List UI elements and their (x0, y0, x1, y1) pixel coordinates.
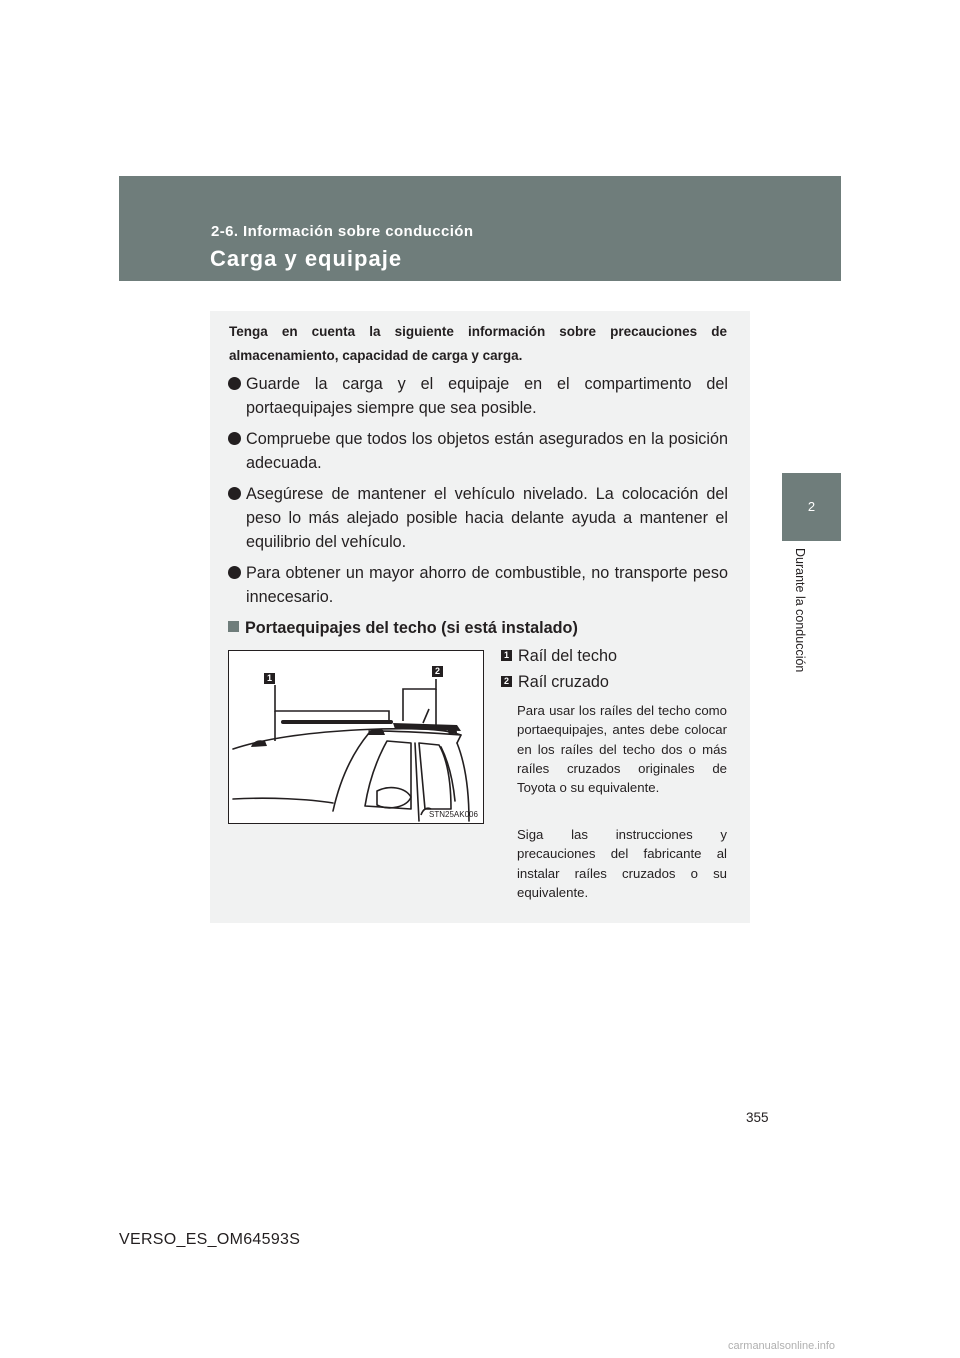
callout-label: Raíl del techo (518, 647, 617, 665)
bullet-item (228, 561, 728, 609)
callout-item (501, 644, 727, 670)
bullet-text: Para obtener un mayor ahorro de combustible, no transporte peso innecesario. (246, 564, 728, 606)
content-box (210, 311, 750, 923)
page-header (119, 176, 841, 281)
bullet-dot-icon (228, 377, 241, 390)
subheading-text: Portaequipajes del techo (si está instalado) (245, 619, 578, 637)
callout-label: Raíl cruzado (518, 673, 609, 691)
square-bullet-icon (228, 621, 239, 632)
note-text: Para usar los raíles del techo como portaequipajes, antes debe colocar en los raíles del techo dos o más raíles cruzados originales de Toyota o su equivalente. (517, 703, 727, 796)
page-title: Carga y equipaje (210, 246, 403, 271)
note-text: Siga las instrucciones y precauciones del fabricante al instalar raíles cruzados o su equivalente. (517, 827, 727, 900)
bullet-text: Compruebe que todos los objetos están asegurados en la posición adecuada. (246, 430, 728, 472)
chapter-label-text: Durante la conducción (793, 548, 807, 673)
bullet-text: Guarde la carga y el equipaje en el compartimento del portaequipajes siempre que sea posible. (246, 375, 728, 417)
callout-list (501, 644, 727, 696)
watermark: carmanualsonline.info (728, 1340, 836, 1352)
callout-2-badge: 2 (432, 666, 443, 677)
bullet-item (228, 482, 728, 554)
page-number: 355 (746, 1110, 769, 1125)
bullet-item (228, 427, 728, 475)
chapter-label (793, 548, 809, 698)
callout-1-badge: 1 (264, 673, 275, 684)
callout-item (501, 670, 727, 696)
figure-code: STN25AK006 (429, 810, 478, 819)
callout-2-badge: 2 (501, 676, 512, 687)
bullet-dot-icon (228, 566, 241, 579)
document-code: VERSO_ES_OM64593S (119, 1231, 301, 1248)
intro-text: Tenga en cuenta la siguiente información sobre precauciones de almacenamiento, capacidad de carga y carga. (229, 324, 727, 363)
roof-rack-illustration (228, 650, 484, 824)
bullet-dot-icon (228, 487, 241, 500)
subheading (228, 616, 578, 640)
bullet-dot-icon (228, 432, 241, 445)
chapter-number: 2 (807, 499, 816, 514)
callout-1-badge: 1 (501, 650, 512, 661)
chapter-tab (782, 473, 841, 541)
bullet-item (228, 372, 728, 420)
section-title: 2-6. Información sobre conducción (211, 223, 474, 240)
bullet-text: Asegúrese de mantener el vehículo nivelado. La colocación del peso lo más alejado posible hacia delante ayuda a mantener el equilibrio del vehículo. (246, 485, 728, 551)
